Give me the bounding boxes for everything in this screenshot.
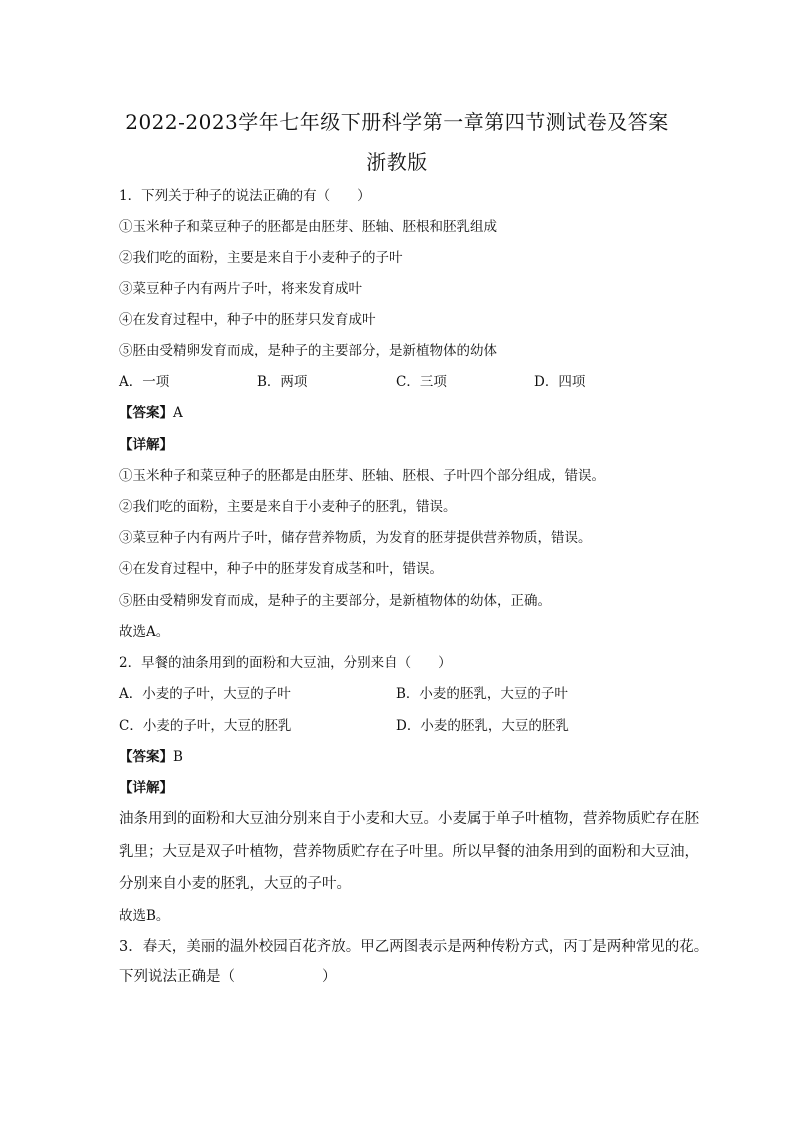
q2-detail: 乳里；大豆是双子叶植物，营养物质贮存在子叶里。所以早餐的油条用到的面粉和大豆油， bbox=[119, 844, 699, 860]
q3-stem: 3．春天，美丽的温外校园百花齐放。甲乙两图表示是两种传粉方式，丙丁是两种常见的花。 bbox=[119, 939, 709, 955]
q1-detail: ②我们吃的面粉，主要是来自于小麦种子的胚乳，错误。 bbox=[119, 499, 457, 515]
answer-value: A bbox=[173, 405, 183, 421]
q2-detail-label: 【详解】 bbox=[119, 780, 173, 796]
answer-value: B bbox=[173, 749, 183, 765]
q1-detail: ③菜豆种子内有两片子叶，储存营养物质，为发育的胚芽提供营养物质，错误。 bbox=[119, 530, 592, 546]
q1-statement: ①玉米种子和菜豆种子的胚都是由胚芽、胚轴、胚根和胚乳组成 bbox=[119, 219, 497, 235]
q1-statement: ③菜豆种子内有两片子叶，将来发育成叶 bbox=[119, 281, 362, 297]
q1-detail: ①玉米种子和菜豆种子的胚都是由胚芽、胚轴、胚根、子叶四个部分组成，错误。 bbox=[119, 468, 605, 484]
q1-answer bbox=[119, 404, 183, 422]
q1-detail: ⑤胚由受精卵发育而成，是种子的主要部分，是新植物体的幼体，正确。 bbox=[119, 593, 551, 609]
q1-option-c: C．三项 bbox=[396, 374, 447, 390]
q2-detail: 油条用到的面粉和大豆油分别来自于小麦和大豆。小麦属于单子叶植物，营养物质贮存在胚 bbox=[119, 811, 699, 827]
q1-statement: ④在发育过程中，种子中的胚芽只发育成叶 bbox=[119, 312, 376, 328]
q1-option-a: A．一项 bbox=[119, 374, 170, 390]
q2-conclusion: 故选B。 bbox=[119, 908, 170, 924]
q2-option-a: A．小麦的子叶，大豆的子叶 bbox=[119, 686, 291, 702]
q2-option-d: D．小麦的胚乳，大豆的胚乳 bbox=[396, 718, 569, 734]
q2-option-c: C．小麦的子叶，大豆的胚乳 bbox=[119, 718, 292, 734]
answer-label: 【答案】 bbox=[119, 749, 173, 765]
q1-stem: 1．下列关于种子的说法正确的有（ ） bbox=[119, 188, 371, 204]
q1-detail: ④在发育过程中，种子中的胚芽发育成茎和叶，错误。 bbox=[119, 561, 443, 577]
q1-option-b: B．两项 bbox=[257, 374, 308, 390]
q1-detail-label: 【详解】 bbox=[119, 437, 173, 453]
q3-stem: 下列说法正确是（ ） bbox=[119, 969, 337, 985]
q2-answer bbox=[119, 748, 183, 766]
q2-stem: 2．早餐的油条用到的面粉和大豆油，分别来自（ ） bbox=[119, 655, 452, 671]
answer-label: 【答案】 bbox=[119, 405, 173, 421]
q1-option-d: D．四项 bbox=[534, 374, 586, 390]
q1-statement: ⑤胚由受精卵发育而成，是种子的主要部分，是新植物体的幼体 bbox=[119, 343, 497, 359]
document-title: 2022-2023学年七年级下册科学第一章第四节测试卷及答案 bbox=[125, 110, 669, 134]
q2-detail: 分别来自小麦的胚乳，大豆的子叶。 bbox=[119, 876, 351, 892]
q2-option-b: B．小麦的胚乳，大豆的子叶 bbox=[396, 686, 568, 702]
q1-statement: ②我们吃的面粉，主要是来自于小麦种子的子叶 bbox=[119, 250, 403, 266]
q1-conclusion: 故选A。 bbox=[119, 624, 170, 640]
document-subtitle: 浙教版 bbox=[366, 150, 428, 174]
